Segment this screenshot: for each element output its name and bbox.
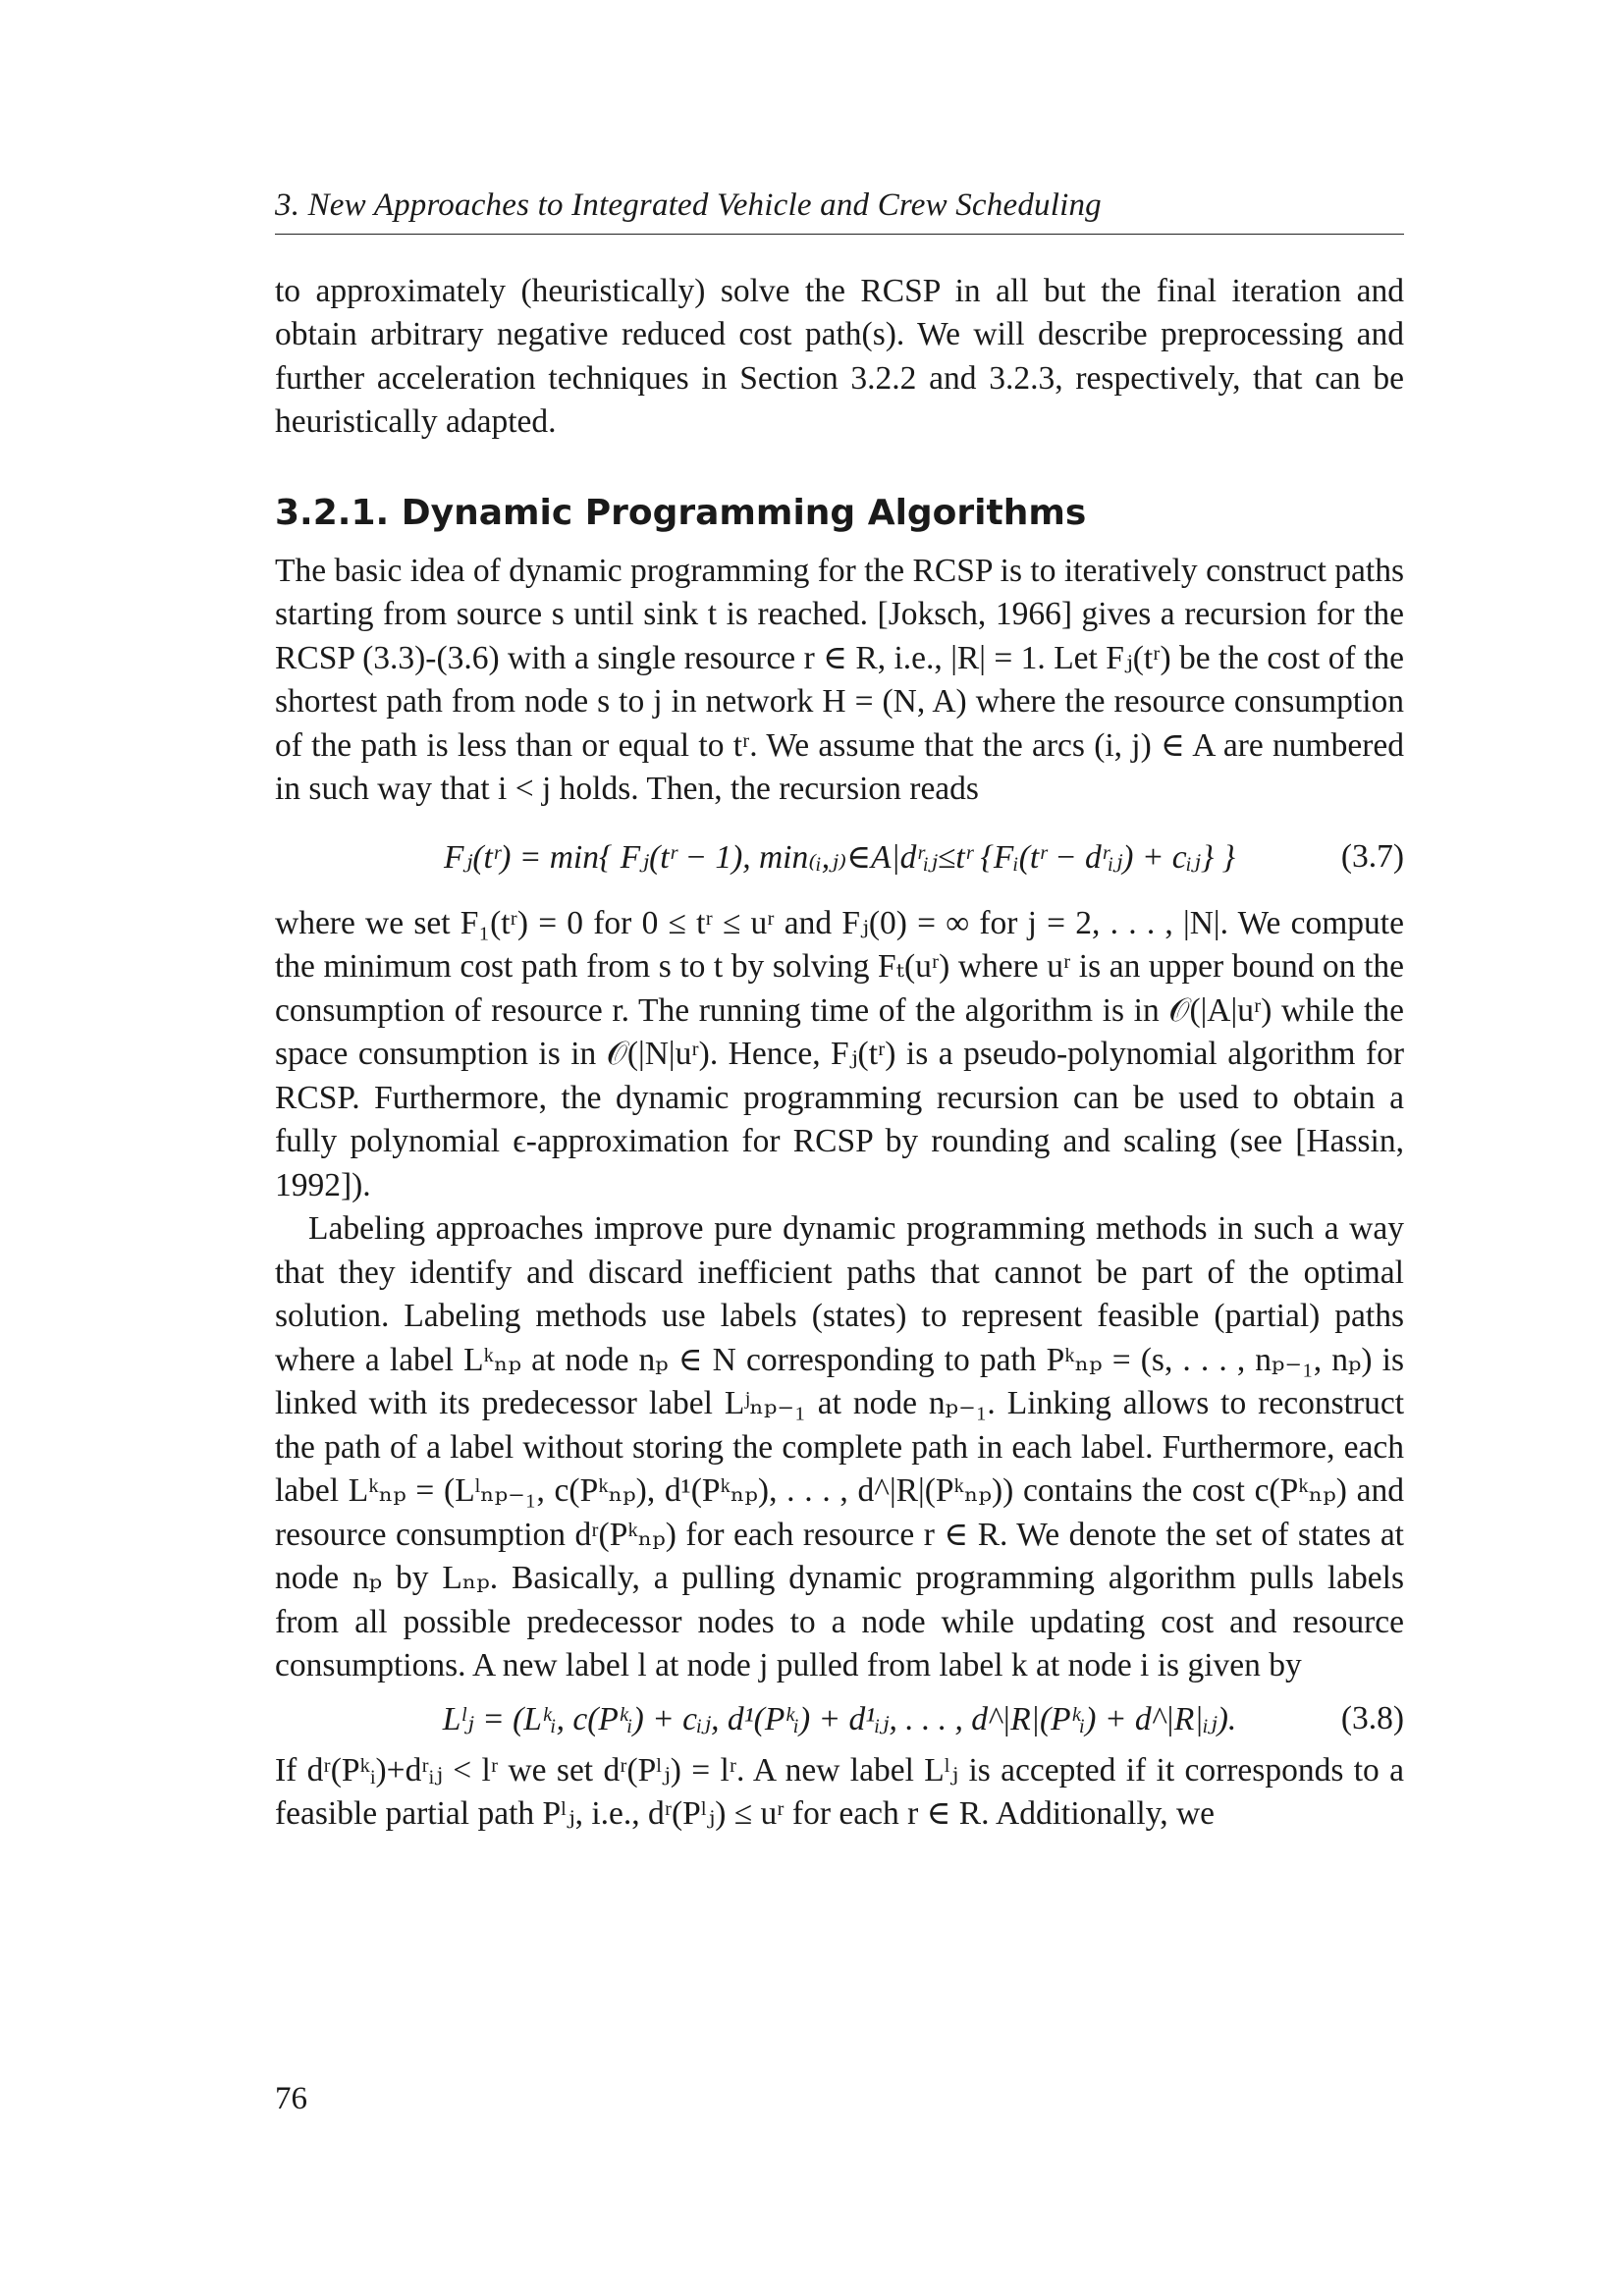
running-head: 3. New Approaches to Integrated Vehicle and Crew Scheduling	[275, 187, 1404, 235]
equation-3-8-body: Lˡⱼ = (Lᵏᵢ, c(Pᵏᵢ) + cᵢⱼ, d¹(Pᵏᵢ) + d¹ᵢⱼ, . . . , d^|R|(Pᵏᵢ) + d^|R|ᵢⱼ).	[442, 1700, 1237, 1737]
paragraph-intro: to approximately (heuristically) solve the RCSP in all but the final iteration and obtain arbitrary negative reduced cost path(s). We will describe preprocessing and further acceleration techniques in Section 3.2.2 and 3.2.3, respectively, that can be heuristically adapted.	[275, 272, 1404, 441]
paragraph-dynamic-programming: The basic idea of dynamic programming for the RCSP is to iteratively construct paths starting from source s until sink t is reached. [Joksch, 1966] gives a recursion for the RCSP (3.3)-(3.6) with a single resource r ∈ R, i.e., |R| = 1. Let Fⱼ(tʳ) be the cost of the shortest path from node s to j in network H = (N, A) where the resource consumption of the path is less than or equal to tʳ. We assume that the arcs (i, j) ∈ A are numbered in such way that i < j holds. Then, the recursion reads	[275, 552, 1404, 808]
equation-3-7	[275, 812, 1404, 902]
paragraph-recursion-details: where we set F₁(tʳ) = 0 for 0 ≤ tʳ ≤ uʳ and Fⱼ(0) = ∞ for j = 2, . . . , |N|. We compute the minimum cost path from s to t by solving Fₜ(uʳ) where uʳ is an upper bound on the consumption of resource r. The running time of the algorithm is in 𝒪(|A|uʳ) while the space consumption is in 𝒪(|N|uʳ). Hence, Fⱼ(tʳ) is a pseudo-polynomial algorithm for RCSP. Furthermore, the dynamic programming recursion can be used to obtain a fully polynomial ϵ-approximation for RCSP by rounding and scaling (see [Hassin, 1992]).	[275, 904, 1404, 1203]
equation-3-7-number: (3.7)	[1340, 837, 1404, 875]
section-number: 3.2.1.	[275, 492, 390, 533]
section-title: Dynamic Programming Algorithms	[401, 492, 1087, 533]
equation-3-8	[275, 1688, 1404, 1749]
section-heading	[275, 492, 1404, 534]
equation-3-7-body: Fⱼ(tʳ) = min{ Fⱼ(tʳ − 1), min₍ᵢ,ⱼ₎∈A|dʳᵢⱼ≤tʳ {Fᵢ(tʳ − dʳᵢⱼ) + cᵢⱼ} }	[444, 838, 1235, 876]
equation-3-8-number: (3.8)	[1340, 1699, 1404, 1736]
paragraph-labeling: Labeling approaches improve pure dynamic programming methods in such a way that they identify and discard inefficient paths that cannot be part of the optimal solution. Labeling methods use labels (states) to represent feasible (partial) paths where a label Lᵏₙₚ at node nₚ ∈ N corresponding to path Pᵏₙₚ = (s, . . . , nₚ₋₁, nₚ) is linked with its predecessor label Lʲₙₚ₋₁ at node nₚ₋₁. Linking allows to reconstruct the path of a label without storing the complete path in each label. Furthermore, each label Lᵏₙₚ = (Lˡₙₚ₋₁, c(Pᵏₙₚ), d¹(Pᵏₙₚ), . . . , d^|R|(Pᵏₙₚ)) contains the cost c(Pᵏₙₚ) and resource consumption dʳ(Pᵏₙₚ) for each resource r ∈ R. We denote the set of states at node nₚ by Lₙₚ. Basically, a pulling dynamic programming algorithm pulls labels from all possible predecessor nodes to a node while updating cost and resource consumptions. A new label l at node j pulled from label k at node i is given by	[275, 1210, 1404, 1684]
page-number: 76	[275, 2081, 307, 2116]
page-body	[275, 187, 1404, 1837]
paragraph-label-acceptance: If dʳ(Pᵏᵢ)+dʳᵢⱼ < lʳ we set dʳ(Pˡⱼ) = lʳ. A new label Lˡⱼ is accepted if it corresponds to a feasible partial path Pˡⱼ, i.e., dʳ(Pˡⱼ) ≤ uʳ for each r ∈ R. Additionally, we	[275, 1751, 1404, 1833]
